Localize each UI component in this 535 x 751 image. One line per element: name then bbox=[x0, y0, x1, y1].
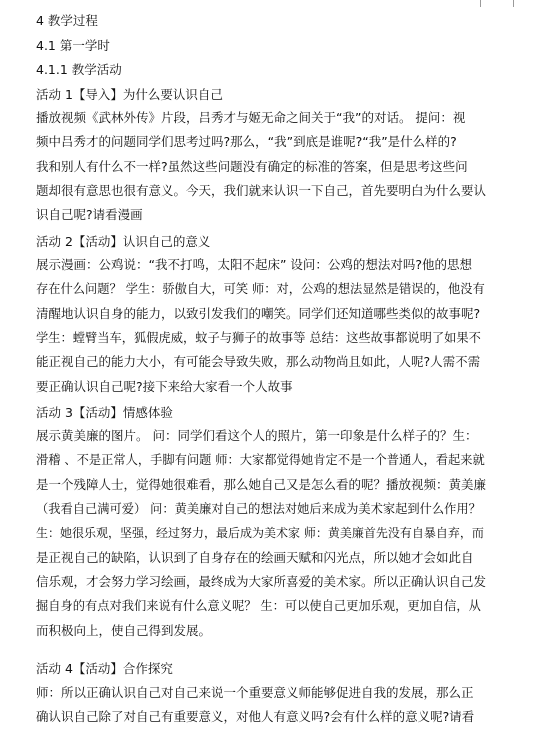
body-line: 学生：螳臂当车，狐假虎威，蚊子与狮子的故事等 总结：这些故事都说明了如果不 bbox=[36, 331, 481, 346]
body-line: 师：所以正确认识自己对自己来说一个重要意义师能够促进自我的发展，那么正 bbox=[36, 685, 474, 700]
subsection-heading: 4.1 第一学时 bbox=[36, 38, 110, 53]
body-line: 频中吕秀才的问题同学们思考过吗?那么，“我”到底是谁呢?“我”是什么样的? bbox=[36, 134, 457, 150]
body-line: 生：她很乐观，坚强，经过努力，最后成为美术家 师：黄美廉首先没有自暴自弃，而 bbox=[36, 526, 484, 541]
body-line: 确认识自己除了对自己有重要意义，对他人有意义吗?会有什么样的意义呢?请看 bbox=[36, 709, 475, 725]
body-line: 识自己呢?请看漫画 bbox=[36, 207, 143, 223]
body-line: 我和别人有什么不一样?虽然这些问题没有确定的标准的答案，但是思考这些问 bbox=[36, 158, 468, 174]
activity-1-title: 活动 1【导入】为什么要认识自己 bbox=[36, 87, 223, 102]
activity-2-title: 活动 2【活动】认识自己的意义 bbox=[36, 234, 211, 249]
body-line: （我看自己满可爱） 问：黄美廉对自己的想法对她后来成为美术家起到什么作用？ bbox=[36, 502, 481, 517]
body-line: 播放视频《武林外传》片段，吕秀才与姬无命之间关于“我”的对话。 提问：视 bbox=[36, 110, 466, 125]
body-line: 是正视自己的缺陷，认识到了自身存在的绘画天赋和闪光点，所以她才会如此自 bbox=[36, 549, 474, 565]
body-line: 是一个残障人士，觉得她很难看，那么她自己又是怎么看的呢？播放视频：黄美廉 bbox=[36, 476, 486, 492]
body-line: 题却很有意思也很有意义。今天，我们就来认识一下自己，首先要明白为什么要认 bbox=[36, 183, 486, 199]
activity-2-body bbox=[36, 253, 486, 399]
body-line: 要正确认识自己呢?接下来给大家看一个人故事 bbox=[36, 378, 293, 394]
body-line: 信乐观，才会努力学习绘画，最终成为大家所喜爱的美术家。所以正确认识自己发 bbox=[36, 574, 486, 590]
body-line: 清醒地认识自身的能力，以致引发我们的嘲笑。同学们还知道哪些类似的故事呢? bbox=[36, 305, 481, 321]
page-corner-marker-right bbox=[513, 0, 514, 7]
body-line: 而积极向上，使自己得到发展。 bbox=[36, 622, 212, 638]
body-line: 滑稽 、不是正常人，手脚有问题 师：大家都觉得她肯定不是一个普通人，看起来就 bbox=[36, 453, 485, 468]
activity-3-body bbox=[36, 424, 486, 643]
body-line: 展示黄美廉的图片。 问：同学们看这个人的照片，第一印象是什么样子的？生： bbox=[36, 428, 478, 443]
body-line: 掘自身的有点对我们来说有什么意义呢？ 生：可以使自己更加乐观，更加自信，从 bbox=[36, 599, 481, 614]
section-heading: 4 教学过程 bbox=[36, 13, 98, 28]
subsubsection-heading: 4.1.1 教学活动 bbox=[36, 62, 122, 77]
body-line: 存在什么问题？ 学生：骄傲自大，可笑 师：对，公鸡的想法显然是错误的，他没有 bbox=[36, 282, 485, 297]
page-corner-marker-left bbox=[480, 0, 481, 7]
activity-3-title: 活动 3【活动】情感体验 bbox=[36, 405, 173, 420]
activity-4-body bbox=[36, 681, 486, 730]
activity-1-body bbox=[36, 106, 486, 228]
activity-4-title: 活动 4【活动】合作探究 bbox=[36, 661, 173, 676]
body-line: 展示漫画：公鸡说：“我不打鸣，太阳不起床” 设问：公鸡的想法对吗?他的思想 bbox=[36, 257, 473, 272]
body-line: 能正视自己的能力大小，有可能会导致失败，那么动物尚且如此，人呢?人需不需 bbox=[36, 354, 481, 370]
